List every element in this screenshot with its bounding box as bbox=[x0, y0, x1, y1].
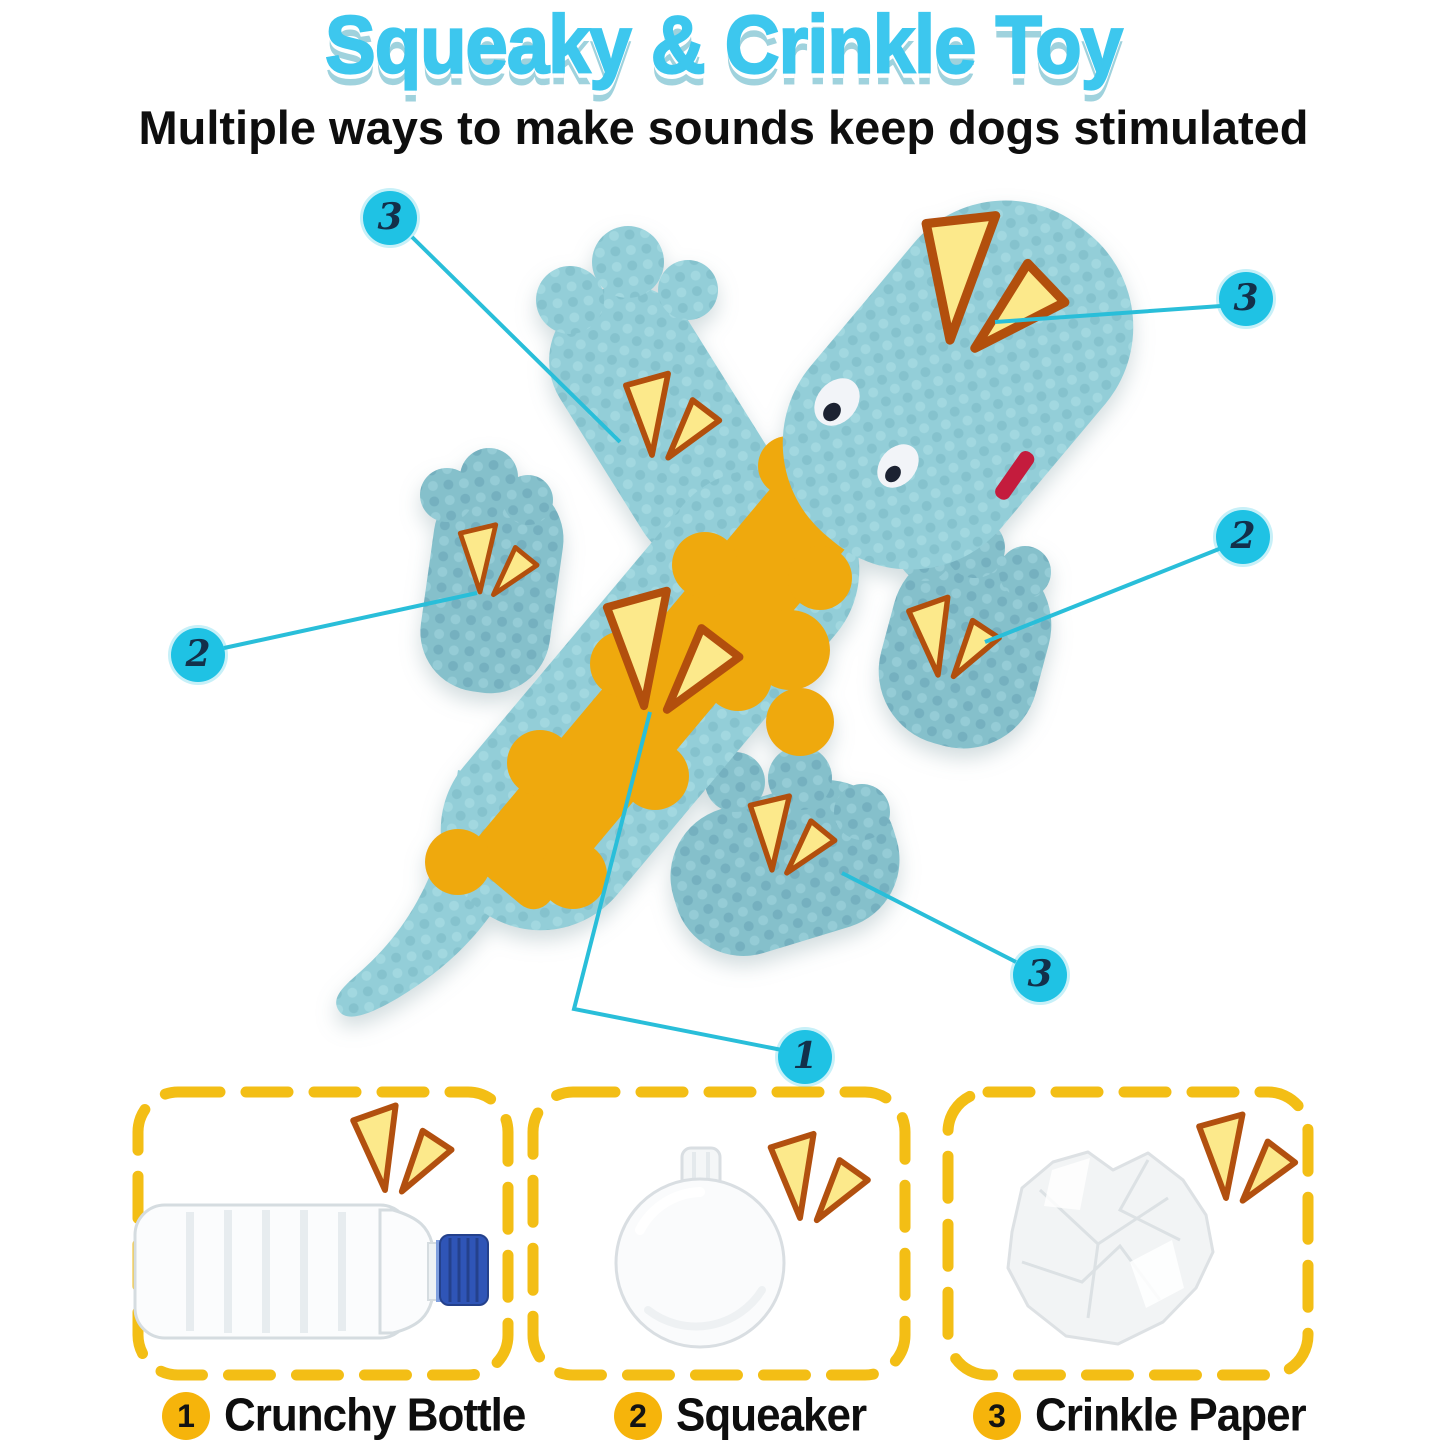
water-bottle-illustration bbox=[135, 1097, 488, 1338]
feature-label: Crunchy Bottle bbox=[224, 1389, 526, 1442]
crinkle-mark-bottle bbox=[352, 1097, 457, 1197]
callout-number: 3 bbox=[377, 196, 403, 238]
crinkle-mark-paper bbox=[1198, 1109, 1298, 1204]
feature-number-badge: 1 bbox=[162, 1392, 210, 1440]
feature-crunchy-bottle bbox=[162, 1390, 525, 1442]
callout-number: 1 bbox=[792, 1035, 818, 1077]
callout-2-left-rear-leg bbox=[171, 628, 225, 682]
feature-number-badge: 2 bbox=[614, 1392, 662, 1440]
callout-number: 3 bbox=[1027, 953, 1053, 995]
feature-number-badge: 3 bbox=[973, 1392, 1021, 1440]
crinkle-paper-illustration bbox=[1008, 1109, 1299, 1344]
page-subtitle: Multiple ways to make sounds keep dogs stimulated bbox=[138, 101, 1309, 154]
feature-squeaker bbox=[614, 1390, 866, 1442]
callout-3-right-rear-leg bbox=[1013, 948, 1067, 1002]
toy-left-rear-leg bbox=[413, 448, 572, 701]
callout-1-body bbox=[778, 1030, 832, 1084]
callout-number: 3 bbox=[1233, 277, 1259, 319]
crinkle-mark-squeaker bbox=[770, 1127, 873, 1225]
feature-label: Squeaker bbox=[676, 1389, 867, 1442]
feature-crinkle-paper bbox=[973, 1390, 1306, 1442]
callout-2-right-front-leg bbox=[1216, 510, 1270, 564]
callout-3-snout bbox=[1219, 272, 1273, 326]
callout-3-left-front-leg bbox=[363, 191, 417, 245]
callout-number: 2 bbox=[1230, 515, 1256, 557]
page-title: Squeaky & Crinkle Toy bbox=[325, 0, 1122, 91]
plush-crocodile-toy bbox=[336, 151, 1182, 1016]
squeaker-illustration bbox=[616, 1127, 872, 1347]
callout-number: 2 bbox=[185, 633, 211, 675]
feature-label: Crinkle Paper bbox=[1035, 1389, 1306, 1442]
